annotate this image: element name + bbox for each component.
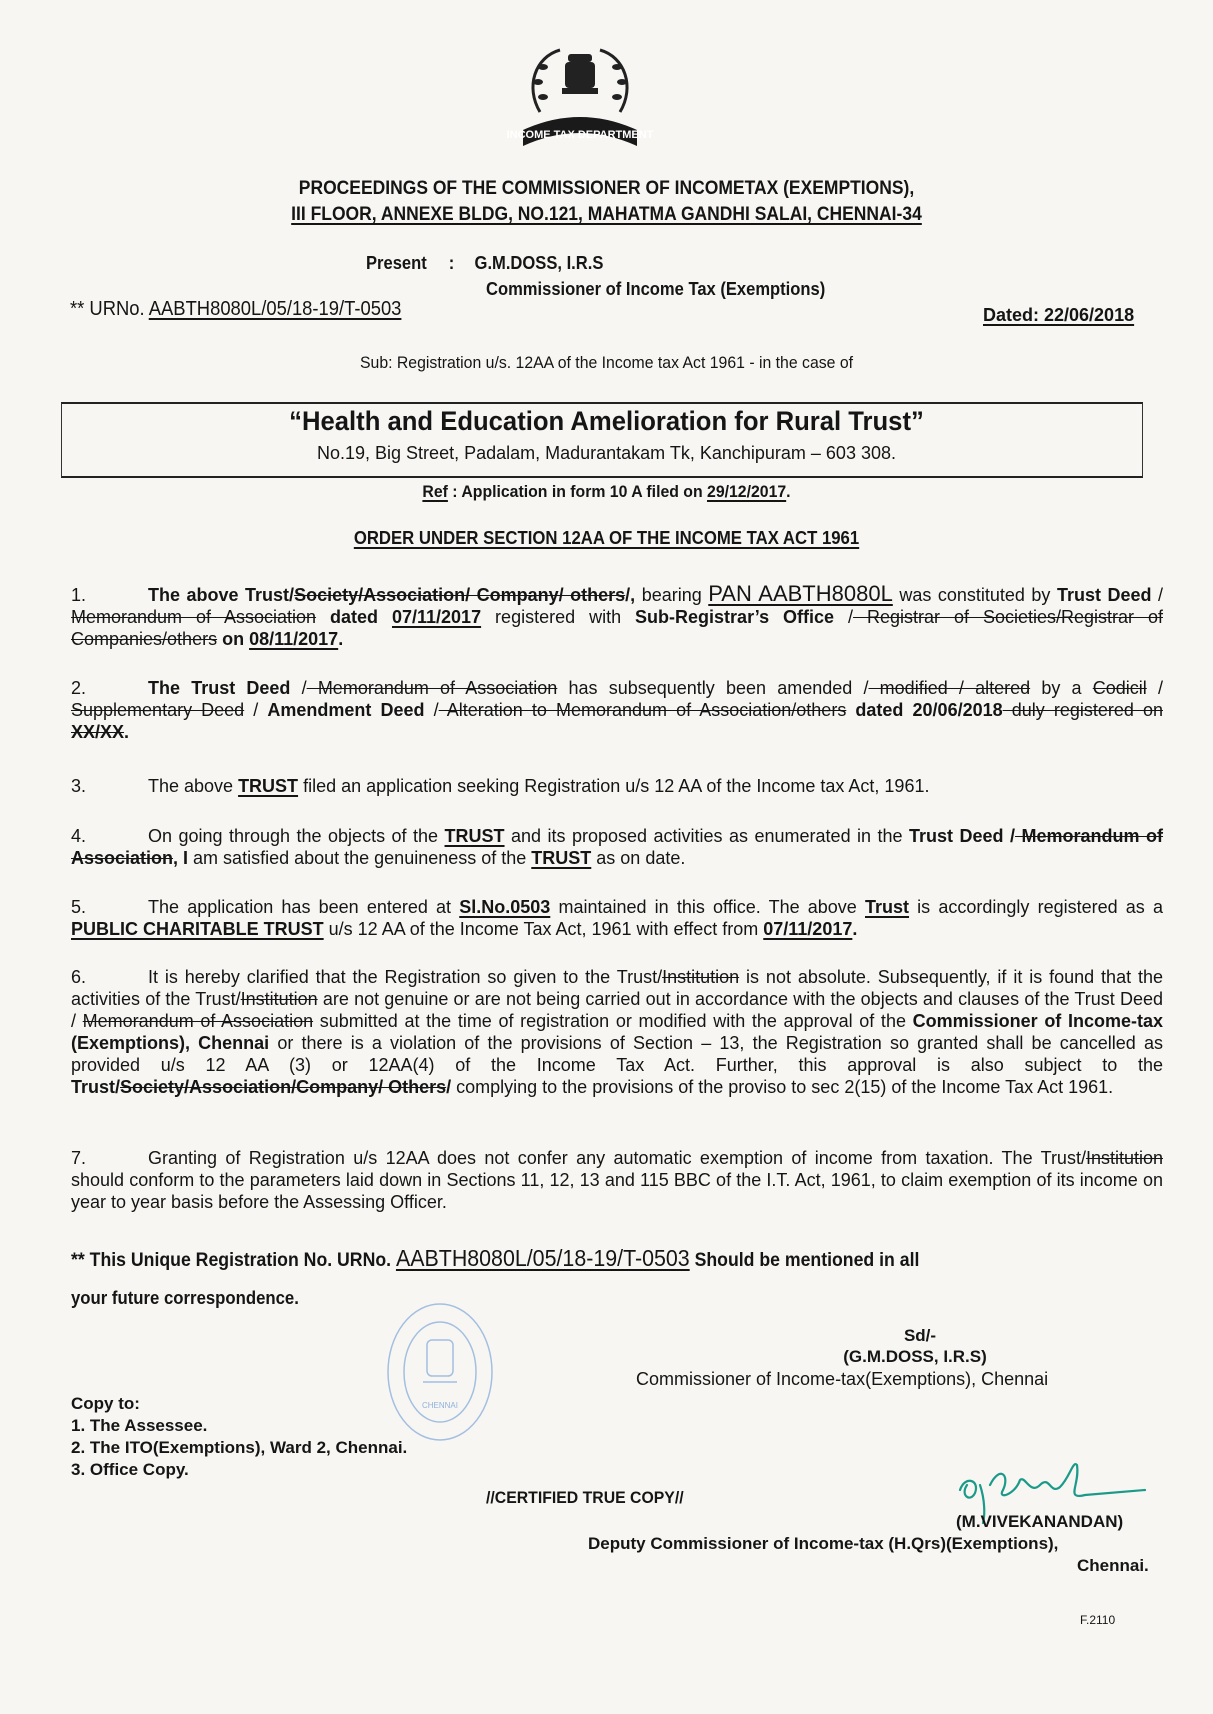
struck-text: Supplementary Deed [71,700,245,720]
struck-text: Codicil [1092,678,1147,698]
pan-number: PAN AABTH8080L [708,581,893,606]
reference-line: Ref : Application in form 10 A filed on 29/12/2017. [422,482,791,501]
paragraph-4 [71,825,1163,869]
struck-text: Memorandum of Association [71,607,317,627]
urno-prefix: ** URNo. [70,298,145,320]
text: / [834,607,854,627]
text: is accordingly registered as a [909,897,1163,917]
signed-mark: Sd/- [903,1326,937,1345]
text: filed an application seeking Registration u/s 12 AA of the Income tax Act, 1961. [298,776,930,796]
ref-date: 29/12/2017 [707,482,787,501]
svg-text:CHENNAI: CHENNAI [421,1401,459,1410]
present-separator: : [448,253,455,273]
text: Trust [865,897,910,917]
text: / [244,700,268,720]
text: Trust Deed [1056,585,1152,605]
text: u/s 12 AA of the Income Tax Act, 1961 with effect from [323,919,764,939]
text: /, [625,585,636,605]
effective-date: 07/11/2017 [763,919,853,939]
present-label: Present [366,253,427,273]
text: On going through the objects of the [148,826,445,846]
office-address: III FLOOR, ANNEXE BLDG, NO.121, MAHATMA GANDHI SALAI, CHENNAI-34 [291,204,922,225]
text: / [1151,585,1163,605]
text: The above [148,776,239,796]
amendment-date: 20/06/2018 [912,700,1003,720]
struck-text: duly registered on [1002,700,1163,720]
text: Amendment Deed [267,700,425,720]
text: / [1146,678,1163,698]
text: registered with [481,607,636,627]
text: TRUST [444,826,505,846]
paragraph-3 [71,775,1163,797]
unique-urno: AABTH8080L/05/18-19/T-0503 [395,1245,690,1271]
text: submitted at the time of registration or modified with the approval of the [313,1011,913,1031]
text: / [446,1077,452,1097]
paragraph-2: 2. The Trust Deed / Memorandum of Association has subsequently been amended / modified / altered by a Codicil / Supplementary Deed / Amendment Deed / Alteration to Memorandum of Association/others dated 20/06/2018 duly registered on XX/XX. [71,678,1163,742]
text: and its proposed activities as enumerated in the [504,826,910,846]
text: Commissioner of Income-tax (Exemptions), Chennai [71,1011,1163,1053]
deputy-commissioner-city: Chennai. [1077,1556,1149,1575]
paragraph-number: 5. [71,897,87,917]
text: / [290,678,307,698]
struck-text: Institution [1085,1148,1163,1168]
text: , I [173,848,189,868]
paragraph-1: 1. The above Trust/Society/Association/ Company/ others/, bearing PAN AABTH8080L was constituted by Trust Deed / Memorandum of Association dated 07/11/2017 registered with Sub-Registrar’s Office / Registrar of Societies/Registrar of Companies/others on 08/11/2017. [71,581,1163,649]
text: ** This Unique Registration No. URNo. [71,1250,396,1271]
trust-address: No.19, Big Street, Padalam, Madurantakam Tk, Kanchipuram – 603 308. [317,443,896,463]
order-date: Dated: 22/06/2018 [983,305,1135,325]
paragraph-number: 3. [71,776,87,796]
copy-to-item: 3. Office Copy. [71,1460,189,1479]
text: The application has been entered at [148,897,460,917]
serial-number: Sl.No.0503 [459,897,551,917]
text: bearing [635,585,709,605]
text: / [424,700,439,720]
struck-text: Memorandum of Association [71,826,1163,868]
text: as on date. [591,848,686,868]
deputy-commissioner-designation: Deputy Commissioner of Income-tax (H.Qrs)(Exemptions), [588,1534,1059,1553]
text: Granting of Registration u/s 12AA does not confer any automatic exemption of income from taxation. The Trust/ [148,1148,1086,1168]
logo-label: INCOME TAX DEPARTMENT [506,129,654,141]
paragraph-number: 7. [71,1148,87,1168]
copy-to-list [71,1393,407,1481]
text: has subsequently been amended / [557,678,869,698]
text: TRUST [531,848,592,868]
ref-text: : Application in form 10 A filed on [447,482,708,501]
income-tax-department-emblem-icon [505,42,655,160]
struck-text: modified / altered [868,678,1031,698]
commissioner-designation: Commissioner of Income-tax(Exemptions), Chennai [636,1369,1049,1389]
struck-text: Society/Association/ Company/ others [294,585,626,605]
form-number: F.2110 [1080,1613,1116,1627]
present-designation: Commissioner of Income Tax (Exemptions) [486,279,826,299]
copy-to-item: 2. The ITO(Exemptions), Ward 2, Chennai. [71,1438,408,1457]
urno-value: AABTH8080L/05/18-19/T-0503 [148,298,402,320]
copy-to-item: 1. The Assessee. [71,1416,208,1435]
urno-line [70,298,401,321]
text: Trust/ [71,1077,121,1097]
subject-line: Sub: Registration u/s. 12AA of the Income tax Act 1961 - in the case of [359,353,854,372]
text: on [217,629,250,649]
text: Sub-Registrar’s Office [635,607,835,627]
correspondence-note: your future correspondence. [71,1288,299,1308]
registration-date: 08/11/2017 [249,629,339,649]
struck-text: XX/XX [71,722,125,742]
paragraph-5: 5. The application has been entered at Sl.No.0503 maintained in this office. The above Trust is accordingly registered as a PUBLIC CHARITABLE TRUST u/s 12 AA of the Income Tax Act, 1961 with effect from 07/11/2017. [71,897,1163,939]
text: or there is a violation of the provisions of Section – 13, the Registration so granted shall be cancelled as provided u/s 12 AA (3) or 12AA(4) of the Income Tax Act. Further, this approval is also subject to the [71,1033,1163,1075]
text: It is hereby clarified that the Registration so given to the Trust/ [148,967,663,987]
text: is not absolute. Subsequently, if it is found that the activities of the Trust/ [71,967,1163,1009]
deed-date: 07/11/2017 [391,607,482,627]
text: The Trust Deed [148,678,291,698]
struck-text: Society/Association/Company/ Others [120,1077,447,1097]
text: dated [846,700,913,720]
struck-text: Institution [662,967,740,987]
text: by a [1030,678,1093,698]
ref-label: Ref [422,482,448,501]
paragraph-number: 6. [71,967,87,987]
copy-to-label: Copy to: [71,1394,140,1413]
struck-text: Institution [240,989,318,1009]
paragraph-number: 4. [71,826,87,846]
struck-text: Registrar of Societies/Registrar of Companies/others [71,607,1163,649]
paragraph-6 [71,966,1163,1098]
text: are not genuine or are not being carried out in accordance with the objects and clauses of the Trust Deed / [71,989,1163,1031]
struck-text: Memorandum of Association [82,1011,314,1031]
unique-registration-note [71,1245,919,1272]
text: complying to the provisions of the proviso to sec 2(15) of the Income Tax Act 1961. [451,1077,1114,1097]
present-line [366,253,603,274]
text: was constituted by [892,585,1057,605]
text: TRUST [238,776,299,796]
trust-name: “Health and Education Amelioration for Rural Trust” [289,406,924,436]
deputy-commissioner-name: (M.VIVEKANANDAN) [956,1512,1124,1531]
paragraph-number: 1. [71,585,87,605]
text: Trust Deed / [909,826,1016,846]
text: should conform to the parameters laid down in Sections 11, 12, 13 and 115 BBC of the I.T. Act, 1961, to claim exemption of its income on year to year basis before the Assessing Officer. [71,1170,1163,1212]
text: The above Trust/ [148,585,295,605]
present-name: G.M.DOSS, I.R.S [474,253,604,273]
certified-true-copy: //CERTIFIED TRUE COPY// [486,1488,684,1507]
paragraph-number: 2. [71,678,87,698]
paragraph-7 [71,1147,1163,1213]
text: dated [316,607,392,627]
text: am satisfied about the genuineness of the [188,848,532,868]
proceedings-title: PROCEEDINGS OF THE COMMISSIONER OF INCOMETAX (EXEMPTIONS), [298,178,915,199]
text: Should be mentioned in all [689,1250,920,1271]
struck-text: Memorandum of Association [306,678,558,698]
order-title: ORDER UNDER SECTION 12AA OF THE INCOME TAX ACT 1961 [353,528,860,548]
commissioner-name: (G.M.DOSS, I.R.S) [843,1347,987,1366]
text: maintained in this office. The above [550,897,865,917]
struck-text: Alteration to Memorandum of Association/others [438,700,847,720]
trust-type: PUBLIC CHARITABLE TRUST [71,919,324,939]
